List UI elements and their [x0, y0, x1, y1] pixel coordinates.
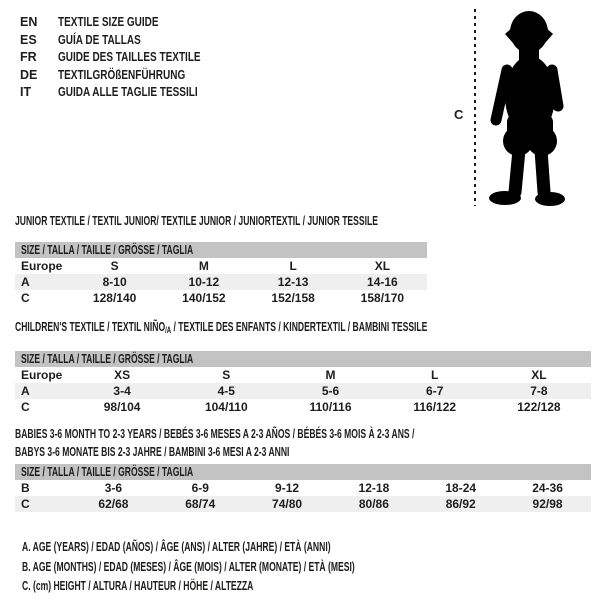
size-cell: M: [198, 259, 209, 273]
size-cell: 158/170: [360, 291, 405, 305]
row-label: C: [21, 291, 30, 305]
language-list: [20, 14, 236, 102]
size-cell: 7-8: [530, 384, 548, 398]
height-measure-dashed-line: [474, 9, 476, 206]
size-row-europe: [15, 367, 591, 383]
size-cell: 104/110: [204, 400, 248, 414]
language-title: GUIDE DES TAILLES TEXTILE: [58, 50, 201, 64]
size-cell: 9-12: [275, 481, 300, 495]
language-row-it: [20, 84, 236, 102]
language-code: FR: [20, 50, 37, 64]
row-label: A: [21, 275, 30, 289]
size-cell: 110/116: [309, 400, 352, 414]
language-title: GUIDA ALLE TAGLIE TESSILI: [58, 85, 198, 99]
size-cell: XL: [374, 259, 391, 273]
language-code: EN: [20, 15, 38, 29]
size-row-height-cm: [15, 290, 427, 306]
size-cell: 3-6: [104, 481, 123, 495]
size-cell: M: [325, 368, 336, 382]
size-cell: 92/98: [532, 497, 563, 511]
size-cell: 98/104: [103, 400, 141, 414]
size-row-height-cm: [15, 496, 591, 512]
footnote-a: A. AGE (YEARS) / EDAD (AÑOS) / ÂGE (ANS) / ALTER (JAHRE) / ETÀ (ANNI): [22, 539, 331, 554]
size-cell: 128/140: [92, 291, 137, 305]
size-header-bar: SIZE / TALLA / TAILLE / GRÖSSE / TAGLIA: [15, 464, 591, 480]
footnote-b: B. AGE (MONTHS) / EDAD (MESES) / ÂGE (MOIS) / ALTER (MONATE) / ETÀ (MESI): [22, 558, 355, 574]
size-cell: 12-18: [358, 481, 390, 495]
size-cell: XL: [531, 368, 547, 382]
size-cell: L: [289, 259, 297, 273]
size-cell: 5-6: [321, 384, 340, 398]
table-title: CHILDREN'S TEXTILE / TEXTIL $NIÑO_{/A}$ / TEXTILE DES ENFANTS / KINDERTEXTIL / BAMBINI TESSILE: [15, 319, 428, 335]
size-cell: 4-5: [217, 384, 235, 398]
size-cell: 10-12: [188, 275, 220, 289]
size-cell: 68/74: [185, 497, 216, 511]
size-cell: 74/80: [272, 497, 303, 511]
size-row-europe: [15, 258, 427, 274]
row-label: C: [21, 497, 30, 511]
size-cell: 24-36: [532, 481, 563, 495]
table-title: JUNIOR TEXTILE / TEXTIL JUNIOR/ TEXTILE JUNIOR / JUNIORTEXTIL / JUNIOR TESSILE: [15, 213, 378, 228]
language-code: DE: [20, 67, 38, 82]
size-header-bar: SIZE / TALLA / TAILLE / GRÖSSE / TAGLIA: [15, 351, 591, 367]
row-label: A: [21, 384, 30, 398]
size-cell: 3-4: [113, 384, 131, 398]
language-row-de: [20, 67, 236, 85]
size-cell: 116/122: [413, 400, 457, 414]
size-row-age-months: [15, 480, 591, 496]
size-row-age-years: [15, 383, 591, 399]
language-title: TEXTILGRÖßENFÜHRUNG: [58, 67, 186, 82]
size-cell: 12-13: [277, 275, 309, 289]
size-row-height-cm: [15, 399, 591, 415]
size-cell: 80/86: [358, 497, 389, 511]
babies-table: [15, 425, 591, 512]
size-cell: 122/128: [517, 400, 561, 414]
table-title: BABIES 3-6 MONTH TO 2-3 YEARS / BEBÉS 3-6 MESES A 2-3 AÑOS / BÉBÉS 3-6 MOIS À 2-3 ANS / BABYS 3-6 MONATE BIS 2-3 JAHRE / BAMBINI 3-6 MESI A 2-3 ANNI: [15, 426, 415, 459]
language-row-fr: [20, 49, 236, 67]
language-row-en: [20, 14, 236, 32]
row-label: Europe: [21, 368, 63, 382]
row-label: C: [21, 400, 30, 414]
size-cell: 140/152: [182, 291, 226, 305]
size-cell: S: [222, 368, 231, 382]
footnote-c: C. (cm) HEIGHT / ALTURA / HAUTEUR / HÖHE / ALTEZZA: [22, 578, 254, 593]
size-cell: 86/92: [445, 497, 476, 511]
size-cell: 6-9: [191, 481, 209, 495]
language-row-es: [20, 32, 236, 50]
size-cell: 62/68: [98, 497, 129, 511]
size-cell: L: [431, 368, 439, 382]
language-title: TEXTILE SIZE GUIDE: [58, 15, 159, 29]
language-code: ES: [20, 32, 37, 47]
size-cell: 8-10: [102, 275, 127, 289]
toddler-silhouette-icon: [485, 8, 577, 208]
junior-table: [15, 214, 427, 306]
measure-label-c: C: [454, 107, 464, 122]
row-label: B: [21, 481, 30, 495]
children-table: [15, 320, 591, 415]
size-cell: 14-16: [367, 275, 398, 289]
size-cell: XS: [114, 368, 131, 382]
row-label: Europe: [21, 259, 63, 273]
language-code: IT: [20, 85, 32, 99]
footnotes: [22, 537, 526, 596]
size-row-age-years: [15, 274, 427, 290]
size-cell: 18-24: [445, 481, 477, 495]
size-header-bar: SIZE / TALLA / TAILLE / GRÖSSE / TAGLIA: [15, 242, 427, 258]
size-cell: 6-7: [426, 384, 444, 398]
size-cell: 152/158: [271, 291, 315, 305]
language-title: GUÍA DE TALLAS: [58, 32, 141, 47]
size-cell: S: [110, 259, 119, 273]
